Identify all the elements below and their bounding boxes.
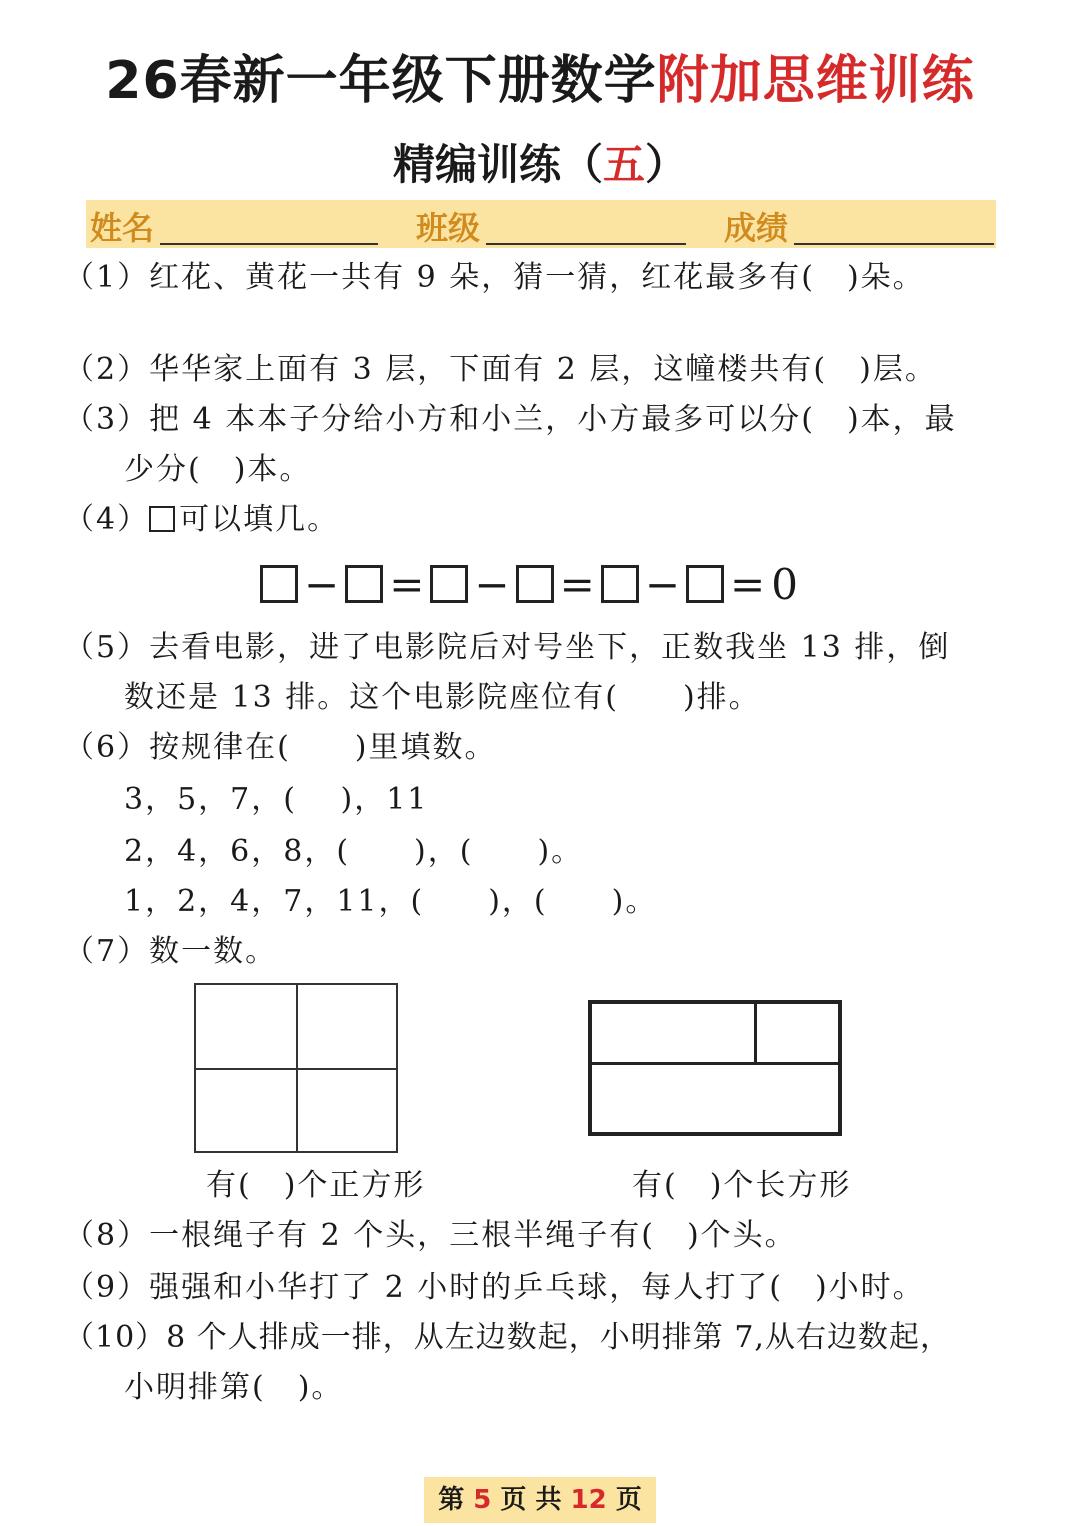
class-label: 班级 [416,209,481,247]
minus-sign: − [474,559,510,609]
subtitle-number: 五 [602,140,645,189]
question-3-line1: （3）把 4 本本子分给小方和小兰，小方最多可以分( )本，最 [64,402,957,437]
equation-row [260,556,798,609]
sequence-2: 2，4，6，8，( )，( )。 [124,834,584,869]
grid-horizontal-divider [196,1068,396,1070]
answer-box[interactable] [601,565,639,603]
title-highlight: 附加思维训练 [656,51,975,111]
title-main: 26春新一年级下册数学 [105,51,657,111]
footer-post: 页 [615,1485,642,1515]
page-footer [424,1477,656,1523]
subtitle-text: 精编训练（ [392,140,603,189]
question-3-line2: 少分( )本。 [124,452,312,487]
answer-box[interactable] [686,565,724,603]
question-4 [64,500,339,540]
subtitle-close: ） [645,140,688,189]
class-field[interactable] [486,243,686,245]
question-5-line2: 数还是 13 排。这个电影院座位有( )排。 [124,680,761,715]
question-5-line1: （5）去看电影，进了电影院后对号坐下，正数我坐 13 排，倒 [64,630,951,665]
page-subtitle [0,132,1080,192]
question-4-number: （4） [64,502,150,537]
blank-box-icon [149,506,175,532]
score-label: 成绩 [724,209,789,247]
page-title [0,38,1080,113]
question-8: （8）一根绳子有 2 个头，三根半绳子有( )个头。 [64,1218,797,1253]
equals-sign: = [730,559,766,609]
equals-sign: = [559,559,595,609]
caption-squares: 有( )个正方形 [206,1168,426,1203]
question-10-line2: 小明排第( )。 [124,1370,344,1405]
footer-pre: 第 [438,1485,465,1515]
question-4-text: 可以填几。 [179,502,340,537]
rectangle-horizontal-divider [592,1062,838,1065]
question-6: （6）按规律在( )里填数。 [64,730,497,765]
name-label: 姓名 [90,209,155,247]
info-bar [86,200,996,248]
minus-sign: − [644,559,681,609]
current-page: 5 [473,1485,492,1515]
answer-box[interactable] [260,565,298,603]
sequence-3: 1，2，4，7，11，( )，( )。 [124,884,658,919]
question-7: （7）数一数。 [64,934,278,969]
rectangle-vertical-divider [754,1004,757,1064]
footer-mid: 页 共 [500,1485,562,1515]
question-9: （9）强强和小华打了 2 小时的乒乓球，每人打了( )小时。 [64,1270,925,1305]
total-pages: 12 [570,1485,607,1515]
result-zero: 0 [771,559,798,609]
name-field[interactable] [160,243,378,245]
minus-sign: − [304,559,340,609]
question-2: （2）华华家上面有 3 层，下面有 2 层，这幢楼共有( )层。 [64,352,937,387]
question-1: （1）红花、黄花一共有 9 朵，猜一猜，红花最多有( )朵。 [64,260,925,295]
equals-sign: = [389,559,425,609]
question-10-line1: （10）8 个人排成一排，从左边数起，小明排第 7,从右边数起， [64,1320,951,1355]
answer-box[interactable] [430,565,468,603]
square-grid-figure [194,983,398,1153]
sequence-1: 3，5，7，( )，11 [124,782,429,817]
rectangle-figure [588,1000,842,1136]
caption-rectangles: 有( )个长方形 [632,1168,852,1203]
score-field[interactable] [794,243,994,245]
answer-box[interactable] [345,565,383,603]
answer-box[interactable] [516,565,554,603]
